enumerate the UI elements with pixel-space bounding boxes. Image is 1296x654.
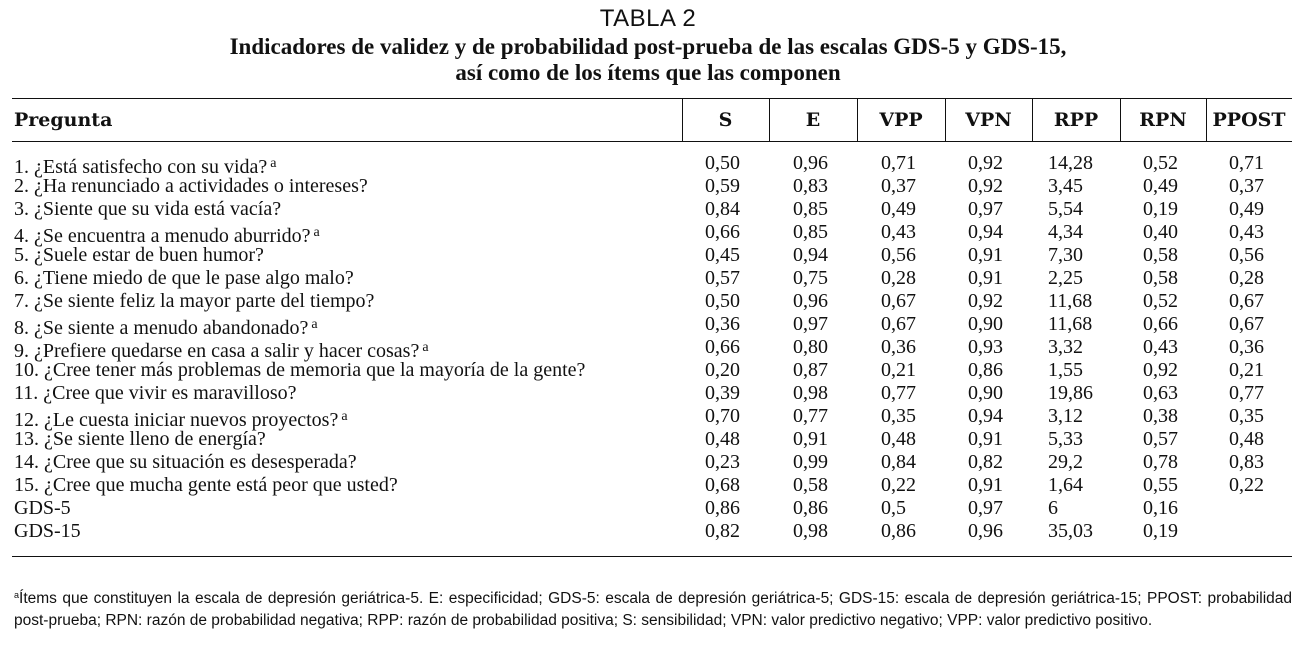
cell-vpp: 0,36 xyxy=(881,336,916,358)
cell-vpn: 0,92 xyxy=(968,152,1003,174)
cell-rpn: 0,52 xyxy=(1143,290,1178,312)
cell-pregunta xyxy=(14,382,297,405)
cell-pregunta xyxy=(14,451,357,474)
cell-pregunta xyxy=(14,244,264,267)
column-header-vpn: VPN xyxy=(965,109,1012,131)
table-row xyxy=(0,244,1296,267)
cell-e: 0,83 xyxy=(793,175,828,197)
cell-ppost: 0,35 xyxy=(1229,405,1264,427)
cell-vpn: 0,91 xyxy=(968,428,1003,450)
cell-rpn: 0,43 xyxy=(1143,336,1178,358)
cell-vpn: 0,96 xyxy=(968,520,1003,542)
cell-rpp: 11,68 xyxy=(1048,313,1093,335)
cell-ppost: 0,67 xyxy=(1229,313,1264,335)
cell-ppost: 0,48 xyxy=(1229,428,1264,450)
question-text: 6. ¿Tiene miedo de que le pase algo malo? xyxy=(14,267,354,289)
cell-s: 0,59 xyxy=(705,175,740,197)
cell-vpp: 0,28 xyxy=(881,267,916,289)
cell-s: 0,39 xyxy=(705,382,740,404)
cell-e: 0,96 xyxy=(793,290,828,312)
table-row xyxy=(0,221,1296,247)
cell-e: 0,99 xyxy=(793,451,828,473)
column-header-rpn: RPN xyxy=(1139,109,1187,131)
cell-s: 0,23 xyxy=(705,451,740,473)
question-text: GDS-5 xyxy=(14,497,71,519)
cell-e: 0,58 xyxy=(793,474,828,496)
table-row xyxy=(0,313,1296,339)
cell-s: 0,50 xyxy=(705,152,740,174)
cell-s: 0,48 xyxy=(705,428,740,450)
cell-vpn: 0,94 xyxy=(968,405,1003,427)
cell-rpp: 6 xyxy=(1048,497,1058,519)
column-header-pregunta: Pregunta xyxy=(14,109,113,131)
cell-vpp: 0,21 xyxy=(881,359,916,381)
footnote-text: Ítems que constituyen la escala de depresión geriátrica-5. E: especificidad; GDS-5: escala de depresión geriátrica-5; GDS-15: escala de depresión geriátrica-15; PPOST: probabilidad post-prueba; RPN: razón de probabilidad negativa; RPP: razón de probabilidad positiva; S: sensibilidad; VPN: valor predictivo negativo; VPP: valor predictivo positivo. xyxy=(14,590,1292,629)
cell-rpp: 1,55 xyxy=(1048,359,1083,381)
cell-rpp: 3,32 xyxy=(1048,336,1083,358)
cell-pregunta xyxy=(14,497,71,520)
cell-s: 0,20 xyxy=(705,359,740,381)
cell-s: 0,45 xyxy=(705,244,740,266)
table-row xyxy=(0,428,1296,451)
table-body xyxy=(0,152,1296,543)
cell-ppost: 0,67 xyxy=(1229,290,1264,312)
cell-e: 0,85 xyxy=(793,198,828,220)
cell-rpn: 0,63 xyxy=(1143,382,1178,404)
column-header-s: S xyxy=(718,109,733,131)
question-text: 15. ¿Cree que mucha gente está peor que usted? xyxy=(14,474,398,496)
footnote-marker: a xyxy=(313,225,320,240)
cell-vpn: 0,91 xyxy=(968,267,1003,289)
table-row xyxy=(0,175,1296,198)
cell-rpp: 14,28 xyxy=(1048,152,1093,174)
cell-e: 0,77 xyxy=(793,405,828,427)
cell-vpp: 0,67 xyxy=(881,313,916,335)
table-row xyxy=(0,198,1296,221)
question-text: 12. ¿Le cuesta iniciar nuevos proyectos? xyxy=(14,409,339,431)
cell-e: 0,85 xyxy=(793,221,828,243)
cell-rpn: 0,19 xyxy=(1143,520,1178,542)
cell-e: 0,75 xyxy=(793,267,828,289)
question-text: 13. ¿Se siente lleno de energía? xyxy=(14,428,266,450)
cell-rpp: 2,25 xyxy=(1048,267,1083,289)
cell-rpn: 0,38 xyxy=(1143,405,1178,427)
table-row xyxy=(0,451,1296,474)
question-text: 7. ¿Se siente feliz la mayor parte del tiempo? xyxy=(14,290,375,312)
cell-rpp: 5,33 xyxy=(1048,428,1083,450)
table-title-line-1: Indicadores de validez y de probabilidad post-prueba de las escalas GDS-5 y GDS-15, xyxy=(229,34,1067,59)
cell-e: 0,91 xyxy=(793,428,828,450)
cell-vpn: 0,97 xyxy=(968,198,1003,220)
footnote-marker: a xyxy=(311,317,318,332)
column-header-vpp: VPP xyxy=(879,109,923,131)
question-text: 8. ¿Se siente a menudo abandonado? xyxy=(14,317,309,339)
question-text: 11. ¿Cree que vivir es maravilloso? xyxy=(14,382,297,404)
question-text: 1. ¿Está satisfecho con su vida? xyxy=(14,156,268,178)
cell-rpn: 0,57 xyxy=(1143,428,1178,450)
cell-pregunta xyxy=(14,290,374,313)
question-text: GDS-15 xyxy=(14,520,81,542)
cell-pregunta xyxy=(14,267,354,290)
table-row xyxy=(0,382,1296,405)
cell-vpp: 0,77 xyxy=(881,382,916,404)
table-row xyxy=(0,267,1296,290)
table-row xyxy=(0,497,1296,520)
table-bottom-rule xyxy=(12,556,1292,557)
cell-ppost: 0,71 xyxy=(1229,152,1264,174)
cell-rpp: 4,34 xyxy=(1048,221,1083,243)
cell-ppost: 0,28 xyxy=(1229,267,1264,289)
cell-ppost: 0,77 xyxy=(1229,382,1264,404)
table-title xyxy=(0,34,1296,86)
cell-ppost: 0,37 xyxy=(1229,175,1264,197)
cell-vpn: 0,90 xyxy=(968,313,1003,335)
cell-vpn: 0,90 xyxy=(968,382,1003,404)
cell-rpp: 3,45 xyxy=(1048,175,1083,197)
cell-e: 0,96 xyxy=(793,152,828,174)
cell-pregunta xyxy=(14,175,368,198)
question-text: 14. ¿Cree que su situación es desesperada? xyxy=(14,451,357,473)
table-title-line-2: así como de los ítems que las componen xyxy=(455,60,841,85)
table-row xyxy=(0,359,1296,382)
cell-rpn: 0,92 xyxy=(1143,359,1178,381)
cell-rpn: 0,49 xyxy=(1143,175,1178,197)
cell-vpp: 0,43 xyxy=(881,221,916,243)
cell-rpn: 0,66 xyxy=(1143,313,1178,335)
cell-vpp: 0,71 xyxy=(881,152,916,174)
cell-vpn: 0,92 xyxy=(968,175,1003,197)
cell-vpn: 0,91 xyxy=(968,474,1003,496)
cell-e: 0,94 xyxy=(793,244,828,266)
column-header-rpp: RPP xyxy=(1053,109,1099,131)
column-header-ppost: PPOST xyxy=(1212,109,1286,131)
cell-vpp: 0,84 xyxy=(881,451,916,473)
question-text: 2. ¿Ha renunciado a actividades o intereses? xyxy=(14,175,368,197)
cell-vpp: 0,49 xyxy=(881,198,916,220)
cell-vpn: 0,93 xyxy=(968,336,1003,358)
table-row xyxy=(0,290,1296,313)
question-text: 5. ¿Suele estar de buen humor? xyxy=(14,244,264,266)
question-text: 4. ¿Se encuentra a menudo aburrido? xyxy=(14,225,311,247)
cell-rpp: 7,30 xyxy=(1048,244,1083,266)
cell-vpp: 0,37 xyxy=(881,175,916,197)
table-row xyxy=(0,336,1296,362)
cell-vpp: 0,22 xyxy=(881,474,916,496)
cell-rpp: 5,54 xyxy=(1048,198,1083,220)
cell-rpp: 11,68 xyxy=(1048,290,1093,312)
footnote-mark: a xyxy=(14,590,20,600)
footnote-marker: a xyxy=(341,409,348,424)
cell-pregunta xyxy=(14,520,81,543)
cell-s: 0,82 xyxy=(705,520,740,542)
cell-rpp: 1,64 xyxy=(1048,474,1083,496)
cell-vpp: 0,5 xyxy=(881,497,906,519)
question-text: 3. ¿Siente que su vida está vacía? xyxy=(14,198,282,220)
cell-ppost: 0,43 xyxy=(1229,221,1264,243)
cell-rpn: 0,40 xyxy=(1143,221,1178,243)
cell-e: 0,97 xyxy=(793,313,828,335)
cell-vpn: 0,91 xyxy=(968,244,1003,266)
cell-s: 0,86 xyxy=(705,497,740,519)
cell-ppost: 0,22 xyxy=(1229,474,1264,496)
cell-s: 0,50 xyxy=(705,290,740,312)
cell-e: 0,98 xyxy=(793,382,828,404)
cell-s: 0,70 xyxy=(705,405,740,427)
cell-ppost: 0,36 xyxy=(1229,336,1264,358)
footnote-marker: a xyxy=(270,156,277,171)
cell-rpp: 35,03 xyxy=(1048,520,1093,542)
cell-vpn: 0,92 xyxy=(968,290,1003,312)
cell-vpp: 0,67 xyxy=(881,290,916,312)
cell-s: 0,36 xyxy=(705,313,740,335)
cell-pregunta xyxy=(14,359,585,382)
cell-pregunta xyxy=(14,428,266,451)
cell-ppost: 0,49 xyxy=(1229,198,1264,220)
cell-vpp: 0,48 xyxy=(881,428,916,450)
cell-vpn: 0,86 xyxy=(968,359,1003,381)
cell-rpn: 0,16 xyxy=(1143,497,1178,519)
cell-s: 0,84 xyxy=(705,198,740,220)
cell-s: 0,57 xyxy=(705,267,740,289)
table-row xyxy=(0,405,1296,431)
cell-rpn: 0,58 xyxy=(1143,267,1178,289)
cell-s: 0,66 xyxy=(705,336,740,358)
cell-rpp: 19,86 xyxy=(1048,382,1093,404)
cell-rpn: 0,58 xyxy=(1143,244,1178,266)
cell-rpn: 0,19 xyxy=(1143,198,1178,220)
cell-pregunta xyxy=(14,474,398,497)
cell-s: 0,68 xyxy=(705,474,740,496)
cell-rpn: 0,55 xyxy=(1143,474,1178,496)
footnote-marker: a xyxy=(422,340,429,355)
cell-rpp: 29,2 xyxy=(1048,451,1083,473)
cell-e: 0,87 xyxy=(793,359,828,381)
cell-vpn: 0,97 xyxy=(968,497,1003,519)
cell-vpp: 0,86 xyxy=(881,520,916,542)
table-row xyxy=(0,520,1296,543)
cell-rpn: 0,52 xyxy=(1143,152,1178,174)
cell-s: 0,66 xyxy=(705,221,740,243)
cell-ppost: 0,83 xyxy=(1229,451,1264,473)
cell-rpn: 0,78 xyxy=(1143,451,1178,473)
cell-ppost: 0,56 xyxy=(1229,244,1264,266)
table-label: TABLA 2 xyxy=(599,5,697,32)
table-footnote xyxy=(14,584,1292,632)
cell-vpp: 0,35 xyxy=(881,405,916,427)
column-header-e: E xyxy=(805,109,821,131)
cell-vpn: 0,94 xyxy=(968,221,1003,243)
cell-vpn: 0,82 xyxy=(968,451,1003,473)
cell-e: 0,80 xyxy=(793,336,828,358)
table-row xyxy=(0,152,1296,178)
cell-e: 0,86 xyxy=(793,497,828,519)
cell-vpp: 0,56 xyxy=(881,244,916,266)
question-text: 9. ¿Prefiere quedarse en casa a salir y hacer cosas? xyxy=(14,340,420,362)
question-text: 10. ¿Cree tener más problemas de memoria que la mayoría de la gente? xyxy=(14,359,586,381)
cell-rpp: 3,12 xyxy=(1048,405,1083,427)
cell-pregunta xyxy=(14,198,281,221)
table-row xyxy=(0,474,1296,497)
cell-e: 0,98 xyxy=(793,520,828,542)
cell-ppost: 0,21 xyxy=(1229,359,1264,381)
